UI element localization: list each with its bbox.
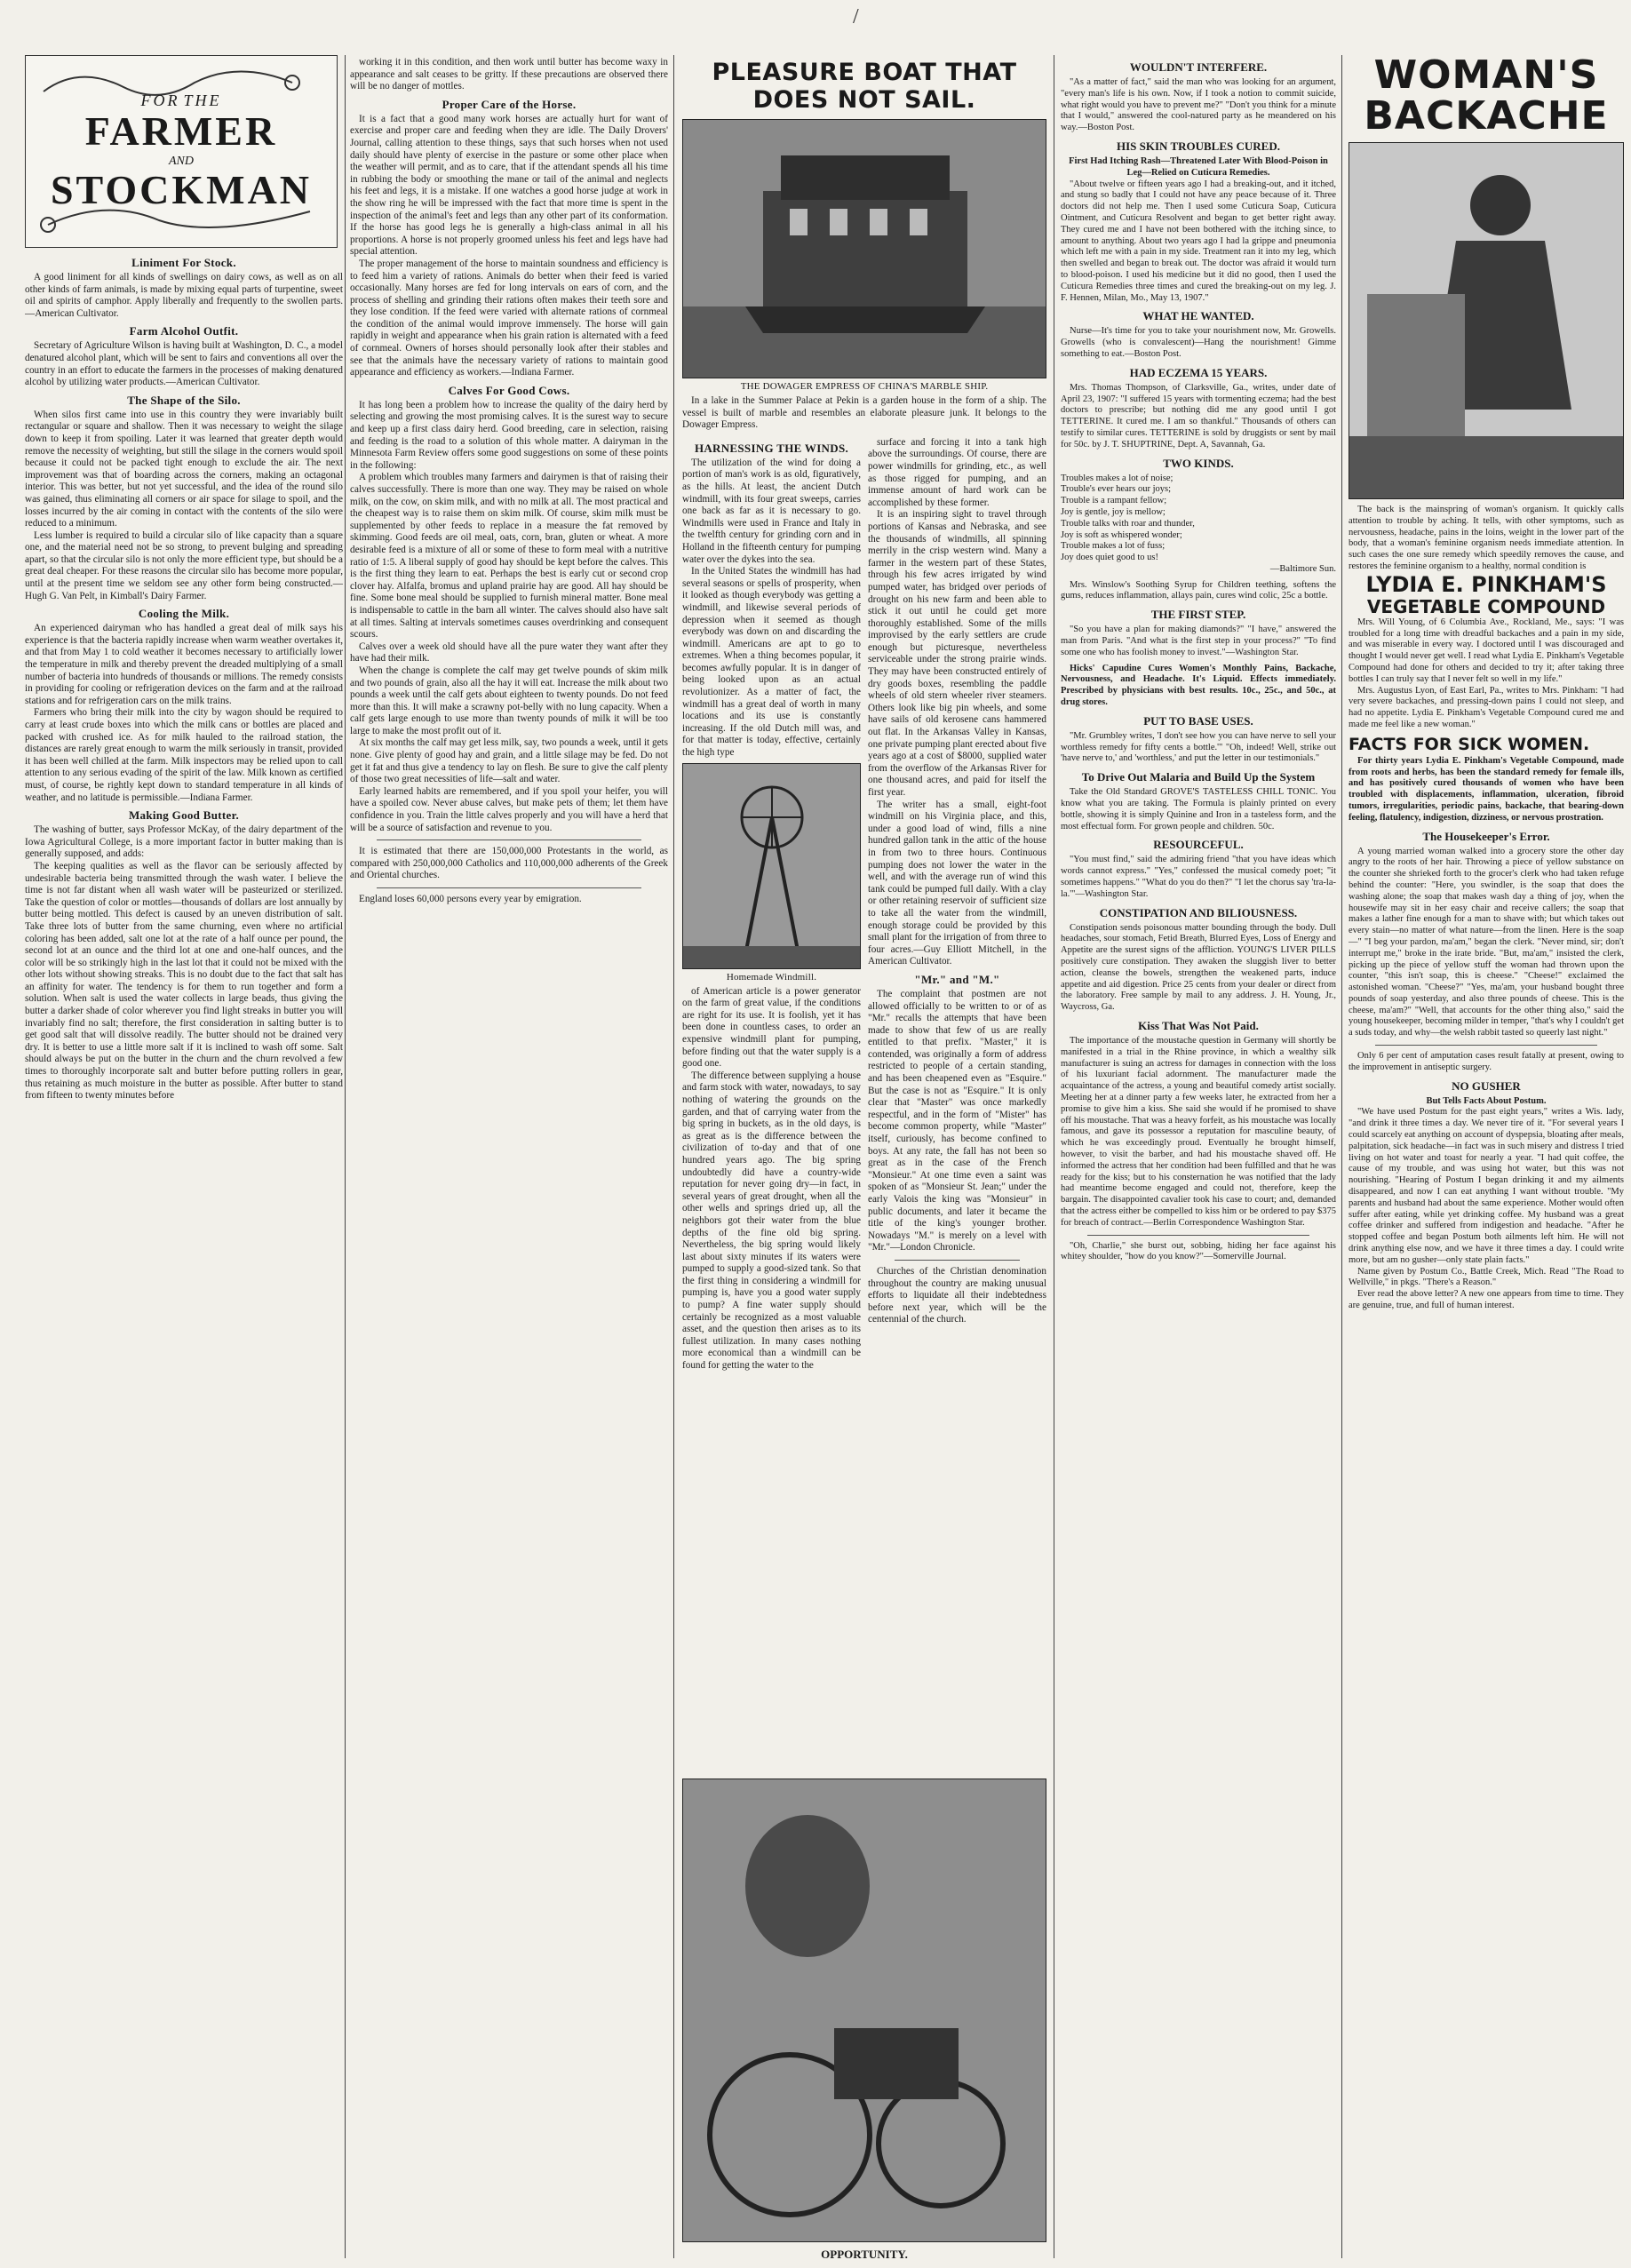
masthead-the: THE — [183, 92, 222, 109]
article-body: The importance of the moustache question in Germany will shortly be manifested in a trial in the Rhine province, in which a wealthy silk manufacturer is suing an actress for damages in connection with the loss of his luxuriant facial adornment. The manufacturer made the acquaintance of the actress, a young and beautiful comedy artist socially. Meeting her at a dinner party a few weeks later, he extracted from her a promise to give him a kiss. She said she would if he promised to shave off his moustache. That was a heavy forfeit, as his moustache was locally famous, and gave its possessor a reputation for masculine beauty, of which he was exceedingly proud. Eventually he brought himself, however, to visit the barber, and had his moustache shaved off. He informed the actress that her condition had been fulfilled and that he was ready for the kiss; but to his consternation he was notified that the lady had meantime become engaged and could not, therefore, keep the bargain. The disappointed cavalier took his case to court; and, demanded that the actress either be compelled to kiss him or be ordered to pay $375 for breach of contract.—Berlin Correspondence Washington Star. — [1061, 1036, 1336, 1228]
newspaper-page — [25, 55, 1624, 2258]
article-body: Early learned habits are remembered, and if you spoil your heifer, you will have a spoiled cow. Never abuse calves, but make pets of them; let them have confidence in you. Train the little calves properly and you will have a herd that will be a source of satisfaction and revenue to you. — [350, 785, 668, 833]
article-body: The difference between supplying a house and farm stock with water, nowadays, to say nothing of watering the grounds on the garden, and that of carrying water from the big spring in buckets, as in the old days, is as great as is the difference between the civilization of to-day and that of one hundred years ago. The big spring undoubtedly did have a country-wide reputation for never going dry—in fact, in several years of great drought, when all the other wells and springs dried up, all the neighbors got their water from the blue depths of the fine old big spring. Nevertheless, the big spring would likely last about sixty minutes if its waters were pumped to supply a good-sized tank. So that the first thing in considering a windmill for pumping is, have you a good water supply to pump? A fine water supply should certainly be recognized as a most valuable asset, and the question then arises as to its fullest utilization. In many cases nothing more economical than a windmill can be found for getting the water to the — [682, 1070, 861, 1372]
ad-body: Name given by Postum Co., Battle Creek, Mich. Read "The Road to Wellville," in pkgs. "There's a Reason." — [1349, 1266, 1624, 1288]
ad-body: Constipation sends poisonous matter bounding through the body. Dull headaches, sour stomach, Fetid Breath, Blurred Eyes, Loss of Energy and Appetite are the surest signs of the affliction. YOUNG'S LIVER PILLS positively cure constipation. They awaken the sluggish liver to better action, cleanse the bowels, strengthen the weakened parts, induce appetite and aid digestion. Price 25 cents from your dealer or direct from the laboratory. Free sample by mail to any address. J. H. Young, Jr., Waycross, Ga. — [1061, 922, 1336, 1013]
ad-product-name: VEGETABLE COMPOUND — [1366, 595, 1606, 617]
ad-title: CONSTIPATION AND BILIOUSNESS. — [1099, 905, 1298, 919]
ad-body: For thirty years Lydia E. Pinkham's Vegetable Compound, made from roots and herbs, has been the standard remedy for female ills, and has positively cured thousands of women who have been troubled with displacements, inflammation, ulceration, fibroid tumors, irregularities, periodic pains, backache, that bearing-down feeling, flatulency, indigestion, dizziness, or nervous prostration. — [1349, 755, 1624, 823]
farmer-section — [25, 55, 668, 2258]
ad-body: The back is the mainspring of woman's organism. It quickly calls attention to trouble by aching. It tells, with other symptoms, such as nervousness, headache, pains in the loins, weight in the lower part of the body, that a woman's feminine organism needs immediate attention. In such cases the one sure remedy which speedily removes the cause, and restores the feminine organism to a healthy, normal condition is — [1349, 505, 1624, 571]
article-title: "Mr." and "M." — [914, 972, 1000, 986]
article-body: It is an inspiring sight to travel through portions of Kansas and Nebraska, and see the thousands of windmills, all spinning merrily in the crisp western wind. Many a farmer in the western part of these States, through his few acres irrigated by wind pumped water, has bridged over periods of drought on his new farm and been able to stick it out until he could get more thoroughly established. Some of the mills improvised by the early settlers are crude enough but picturesque, nevertheless serviceable under the strong prairie winds. They may have been constructed entirely of dry goods boxes, resembling the paddle wheels of old stern wheeler river steamers. Others look like big pin wheels, and some have sails of old kerosene cans hammered out flat. In the Arkansas Valley in Kansas, one private pumping plant erected about five years ago at a cost of $8000, supplied water from the overflow of the Arkansas River for one thousand acres, and paid for itself the first year. — [868, 509, 1046, 798]
article-title: Liniment For Stock. — [131, 256, 236, 269]
article-title: HARNESSING THE WINDS. — [694, 441, 849, 455]
poem-line: Joy is soft as whispered wonder; — [1061, 529, 1182, 540]
ad-title: NO GUSHER — [1452, 1078, 1521, 1093]
poem-line: Trouble makes a lot of fuss; — [1061, 541, 1166, 552]
column-rule — [1341, 55, 1342, 2258]
woman-illustration — [1349, 142, 1624, 499]
article-body: Only 6 per cent of amputation cases result fatally at present, owing to the improvement in antiseptic surgery. — [1349, 1051, 1624, 1072]
article-body: "You must find," said the admiring friend "that you have ideas which words cannot express." "Yes," confessed the musical comedy poet; "it sometimes happens." "What do you do then?" "I let the chorus say 'tra-la-la.'"—Washington Star. — [1061, 855, 1336, 899]
article-body: The complaint that postmen are not allowed officially to be written to or of as "Mr." recalls the attempts that have been made to show that few of us are really entitled to that prefix. "Master," it is contended, was originally a form of address restricted to people of a certain standing, and has been cheapened even as "Esquire." But the case is not as "Esquire." It is only clear that "Master" was once markedly respectful, and in the form of "Mister" has become common property, while "Master" itself, curiously, has become confined to boys. At any rate, the fall has not been so great as in the case of the French "Monsieur." At one time even a saint was spoken of as "Monsieur St. Jean;" under the early Valois the king was "Monsieur" in public documents, and later it became the title of the king's younger brother. Nowadays "M." is merely on a level with "Mr."—London Chronicle. — [868, 988, 1046, 1253]
article-body: It is estimated that there are 150,000,000 Protestants in the world, as compared with 250,000,000 Catholics and 110,000,000 adherents of the Greek and Oriental churches. — [350, 846, 668, 881]
masthead-and: AND — [168, 155, 194, 168]
article-body: In a lake in the Summer Palace at Pekin is a garden house in the form of a ship. The vessel is built of marble and resembles an elaborate pleasure junk. It belongs to the Dowager Empress. — [682, 395, 1046, 431]
article-body: "Mr. Grumbley writes, 'I don't see how you can have nerve to sell your worthless remedy for fifty cents a bottle.'" "Oh, indeed! Well, strike out 'have nerve to,' and 'worthless,' and put the letter in our testimonials." — [1061, 730, 1336, 764]
poem-line: Joy is gentle, joy is mellow; — [1061, 506, 1166, 517]
masthead-farmer: FARMER — [84, 108, 278, 154]
article-body: When the change is complete the calf may get twelve pounds of skim milk and two pounds of grain, also all the hay it will eat. Increase the milk about two pounds a week until the calf gets about eighteen to twenty pounds. Do not feed more than this. It will make a scrawny pot-belly with no lung capacity. When a calf gets large enough to use more than twenty pounds of milk it will be too large to make the most profit out of it. — [350, 664, 668, 736]
woman-figure-icon — [1349, 143, 1624, 498]
article-title: The Housekeeper's Error. — [1422, 829, 1550, 843]
ad-body: Take the Old Standard GROVE'S TASTELESS CHILL TONIC. You know what you are taking. The Formula is plainly printed on every bottle, showing it is simply Quinine and Iron in a tasteless form, and the most effectual form. For grown people and children. 50c. — [1061, 787, 1336, 832]
ad-title: HAD ECZEMA 15 YEARS. — [1129, 365, 1268, 379]
article-body: "So you have a plan for making diamonds?" "I have," answered the man from Paris. "And what is the first step in your process?" "To find some one who has foolish money to invest."—Washington Star. — [1061, 625, 1336, 657]
masthead-for: FOR — [140, 92, 180, 109]
article-body: surface and forcing it into a tank high above the surroundings. Of course, there are power windmills for grinding, etc., as well as those rigged for pumping, and an immense amount of hard work can be accomplished by these former. — [868, 436, 1046, 508]
windmill-icon — [683, 764, 861, 968]
opportunity-illustration — [682, 1779, 1046, 2242]
poem-line: Trouble talks with roar and thunder, — [1061, 518, 1195, 529]
photo-caption: Homemade Windmill. — [726, 971, 817, 983]
poem-body — [1061, 473, 1336, 564]
column-1 — [25, 251, 343, 1102]
article-body: A good liniment for all kinds of swellings on dairy cows, as well as on all other kinds of farm animals, is made by mixing equal parts of turpentine, sweet oil and spirits of camphor. Apply liberally and frequently to the swollen parts.—American Cultivator. — [25, 272, 343, 319]
article-title: Making Good Butter. — [128, 808, 240, 823]
column-2 — [350, 57, 668, 1102]
ad-subhead: FACTS FOR SICK WOMEN. — [1349, 734, 1590, 754]
article-title: PUT TO BASE USES. — [1143, 713, 1253, 728]
article-body: Nurse—It's time for you to take your nourishment now, Mr. Growells. Growells (who is convalescent)—Hang the nourishment! Gimme something to eat.—Boston Post. — [1061, 326, 1336, 359]
article-body: The washing of butter, says Professor McKay, of the dairy department of the Iowa Agricultural College, is a more important factor in butter making than is generally supposed, and adds: — [25, 824, 343, 860]
illustration-title: OPPORTUNITY. — [821, 2248, 908, 2258]
article-body: In the United States the windmill has had several seasons or spells of prosperity, when it looked as though everybody was getting a windmill, and likewise several periods of depression when it seemed as though everybody was down on and discarding the windmill. Americans are apt to go to extremes. When a thing becomes popular, it becomes awfully popular. It is in danger of being looked upon as an actual revolutionizer. As a matter of fact, the windmill has a great deal of worth in many locations and its use is constantly increasing. If the old Dutch mill was, and for that matter is today, effective, certainly the high type — [682, 566, 861, 759]
page-mark: / — [853, 5, 859, 28]
column-4 — [1061, 55, 1336, 2258]
article-body: An experienced dairyman who has handled a great deal of milk says his experience is that the bacteria rapidly increase when warm weather overtakes it, and that from May 1 to cold weather it becomes necessary to artificially lower the temperature in milk and thereby prevent the dreaded multiplying of a small number of bacteria into hundreds of thousands or millions. The remedy consists in providing for cooling or refrigeration devices on the farm and at the railroad stations and for refrigeration cars on the milk trains. — [25, 623, 343, 706]
carriage-scene-icon — [683, 1779, 1046, 2241]
article-body: Secretary of Agriculture Wilson is having built at Washington, D. C., a model denatured alcohol plant, which will be sent to fairs and conventions all over the country in an effort to educate the farmers in the processes of making denatured alcohol by utilizing water products.—American Cultivator. — [25, 340, 343, 388]
article-title: The Shape of the Silo. — [127, 393, 241, 407]
ad-body: Mrs. Winslow's Soothing Syrup for Children teething, softens the gums, reduces inflammation, allays pain, cures wind colic, 25c a bottle. — [1061, 579, 1336, 601]
poem-line: Trouble is a rampant fellow; — [1061, 496, 1167, 506]
winds-right — [868, 437, 1046, 1373]
article-title: WOULDN'T INTERFERE. — [1129, 60, 1268, 74]
article-body: "As a matter of fact," said the man who was looking for an argument, "every man's life is his own. Now, if I took a notion to commit suicide, what right would you have to prevent me?" "Don't you think for a minute that I would," answered the cool-natured party as he meandered on his way.—Boston Post. — [1061, 77, 1336, 133]
column-3 — [682, 55, 1046, 2258]
article-body: It has long been a problem how to increase the quality of the dairy herd by selecting and growing the most promising calves. It is the surest way to secure and keep up a first class dairy herd. Good breeding, care in selection, raising and feeding is the road to a solution of this whole matter. A dairyman in the Minnesota Farm Review offers some good suggestions on some of these points in the following: — [350, 399, 668, 471]
ad-body: Hicks' Capudine Cures Women's Monthly Pains, Backache, Nervousness, and Headache. It's Liquid. Effects immediately. Prescribed by physicians with best results. 10c., 25c., and 50c., at drug stores. — [1061, 663, 1336, 708]
ad-body: "About twelve or fifteen years ago I had a breaking-out, and it itched, and stung so badly that I could not have any peace because of it. Three doctors did not help me. Then I used some Cuticura Soap, Cuticura Ointment, and Cuticura Resolvent and began to get better right away. They cured me and I have not been bothered with the itching since, to amount to anything. About two years ago I had la grippe and pneumonia which left me with a pain in my side. Treatment ran it into my leg, which then swelled and began to break out. The doctor was afraid it would turn to blood-poison. I used his medicine but it did no good, then I used the Cuticura Remedies three times and cured the breaking-out on my leg. J. F. Hennen, Milan, Mo., May 13, 1907." — [1061, 179, 1336, 303]
column-rule — [673, 55, 674, 2258]
headline: PLEASURE BOAT THAT DOES NOT SAIL. — [712, 59, 1017, 114]
ad-testimonial: Mrs. Will Young, of 6 Columbia Ave., Rockland, Me., says: "I was troubled for a long time with dreadful backaches and a pain in my side, and was miserable in every way. I doctored until I was discouraged and thought I would never get well. I read what Lydia E. Pinkham's Vegetable Compound had done for others and decided to try it; after taking three bottles I can truly say that I never felt so well in my life." — [1349, 617, 1624, 684]
article-title: Proper Care of the Horse. — [442, 97, 577, 111]
article-body: The proper management of the horse to maintain soundness and efficiency is to feed him a variety of rations. Animals do better when their feed is varied occasionally. Many horses are fed for long intervals on ears of corn, and the process of shelling and grinding their rations often makes their teeth sore and they lose condition. If the feed were varied with alternate rations of cornmeal the condition of the animal would improve immensely. The horse will gain rapidly in weight and appearance when his grain ration is alternated with a feed of cornmeal. Owners of horses should personally look after their stables and see that the animals have the necessary variety of rations to maintain good appearance and efficiency as workers.—Indiana Farmer. — [350, 258, 668, 378]
article-title: Calves For Good Cows. — [448, 383, 570, 397]
ad-product-name: LYDIA E. PINKHAM'S — [1365, 571, 1607, 597]
article-title: RESOURCEFUL. — [1153, 838, 1244, 852]
poem-line: Troubles makes a lot of noise; — [1061, 473, 1174, 483]
article-title: THE FIRST STEP. — [1150, 608, 1246, 622]
article-body: When silos first came into use in this country they were invariably built rectangular or square and shallow. Then it was necessary to weight the silage down to keep it from spoiling. Later it was learned that greater depth would remove the necessity of weighting, but still the silage in the corners would spoil because it could not be packed tight enough to exclude the air. The next improvement was that of boarding across the corners, making an octagonal interior. This was better, but not yet successful, and the idea of the round silo was gained, thus eliminating all corners or air space for silage to spoil, and the losses incurred by the air coming in contact with the contents of the silo were reduced to a minimum. — [25, 409, 343, 529]
ad-body: "We have used Postum for the past eight years," writes a Wis. lady, "and drink it three times a day. We never tire of it. "For several years I could scarcely eat anything on account of dyspepsia, bloating after meals, palpitation, sick headache—in fact was in such misery and distress I tried living on hot water and toast for nearly a year. "I had quit coffee, the cause of my trouble, and was using hot water, but this was not nourishing. "Hearing of Postum I began drinking it and my ailments disappeared, and now I can eat anything I want without trouble. "My parents and husband had about the same experience. Mother would often suffer after eating, while yet drinking coffee. My husband was a great coffee drinker and suffered from indigestion and headache. "After he stopped coffee and began Postum both ailments left him. He will not drink anything else now, and we have it three times a day. I could write more, but am no gusher—only state plain facts." — [1349, 1107, 1624, 1265]
ad-headline: BACKACHE — [1364, 93, 1609, 139]
poem-line: Joy does quiet good to us! — [1061, 553, 1158, 563]
article-body: A problem which troubles many farmers and dairymen is that of raising their calves successfully. There is more than one way. They may be raised on whole milk, on the cow, on skim milk, and with no milk at all. The most practical and the cheapest way is to raise them on skim milk. Of course, skim milk must be supplemented by other feeds to replace in a measure the fat removed by skimming. Good feeds are oil meal, oats, corn, bran, gluten or wheat. A more desirable feed is a mixture of all or some of these to form meal with a nutritive ratio of 1:5. A liberal supply of good hay should be kept before the calves. This is the first thing they learn to eat. Perhaps the best is early cut or second crop clover hay. Alfalfa, bromus and upland prairie hay are good. All hay should be fine. Some bone meal should be supplied to furnish mineral matter. Bone meal is indispensable to cattle in the barn all winter. The calves should also have salt at all times. Salting at intervals sometimes causes overdrinking and consequent scours. — [350, 472, 668, 641]
ad-subtitle: First Had Itching Rash—Threatened Later With Blood-Poison in Leg—Relied on Cuticura Remedies. — [1069, 155, 1328, 178]
ad-subtitle: But Tells Facts About Postum. — [1426, 1095, 1547, 1106]
ad-body: Ever read the above letter? A new one appears from time to time. They are genuine, true, and full of human interest. — [1349, 1289, 1624, 1311]
poem-source: —Baltimore Sun. — [1269, 563, 1336, 574]
windmill-photo — [682, 763, 861, 969]
marble-ship-photo — [682, 119, 1046, 378]
article-body: Farmers who bring their milk into the city by wagon should be required to carry at least crude boxes into which the milk cans or bottles are placed and packed with crushed ice. As for milk hauled to the railroad station, the distances are rarely great enough to warm the milk seriously in transit, provided it has been well chilled at the farm. Milk inspectors may be relied upon to call attention to any serious evading of the spirit of the law. Milk known as certified must, of course, be rightly kept down to standard temperature in all kinds of weather, and no latitude is permissible.—Indiana Farmer. — [25, 707, 343, 803]
ad-title: HIS SKIN TROUBLES CURED. — [1117, 139, 1280, 153]
ad-title: To Drive Out Malaria and Build Up the System — [1081, 770, 1316, 784]
photo-caption: THE DOWAGER EMPRESS OF CHINA'S MARBLE SHIP. — [740, 381, 989, 392]
poem-line: Trouble's ever hears our joys; — [1061, 484, 1171, 495]
poem-title: TWO KINDS. — [1163, 456, 1234, 470]
article-body: The writer has a small, eight-foot windmill on his Virginia place, and this, under a good load of wind, fills a nine hundred gallon tank in the attic of the house in from two to three hours. Continuous pumping does not lower the water in the well, and with the average run of wind this tank could be pumped full daily. With a clay or other retaining reservoir of sufficient size to take all the water from the windmill, enough storage could be provided by this small plant for the irrigation of from three to four acres.—Guy Elliott Mitchell, in the American Cultivator. — [868, 799, 1046, 967]
masthead-stockman: STOCKMAN — [50, 167, 313, 212]
article-title: Cooling the Milk. — [138, 607, 230, 621]
article-body: At six months the calf may get less milk, say, two pounds a week, until it gets none. Give plenty of good hay and grain, and a little silage may be fed. Do not get it fat and thus give a tendency to lay on flesh. Be sure to give the calf plenty of those two great necessities of life—salt and water. — [350, 737, 668, 785]
article-title: Kiss That Was Not Paid. — [1138, 1019, 1259, 1032]
article-body: working it in this condition, and then work until butter has become waxy in appearance and salt ceases to be gritty. If these precautions are observed there will be no danger of mottles. — [350, 57, 668, 92]
ad-headline: WOMAN'S — [1373, 55, 1599, 98]
winds-left — [682, 437, 861, 1373]
article-body: It is a fact that a good many work horses are actually hurt for want of exercise and proper care and feeding when they are idle. The Daily Drovers' Journal, calling attention to these things, says that such horses when not used daily should have plenty of exercise in the pasture or some other place when the weather will permit, and as to care, that if the attendant spends all his time in rubbing the body or smoothing the mane or tail of the animal and neglects his feet and legs, it is a mistake. If one watches a good horse judge at work in the show ring he will be impressed with the fact that more time is spent in the inspection of the animal's feet and legs than any other part of its conformation. If the horse has good legs he is generally a high-class animal in all his proportions. A horse is not properly groomed unless his feet and legs have had special attention. — [350, 113, 668, 258]
ad-body: Mrs. Thomas Thompson, of Clarksville, Ga., writes, under date of April 23, 1907: "I suffered 15 years with tormenting eczema; had the best doctors to prescribe; but nothing did me any good until I got TETTERINE. It cured me. I am so thankful." Thousands of others can testify to similar cures. TETTERINE is sold by druggists or sent by mail for 50c. by J. T. SHUPTRINE, Dept. A, Savannah, Ga. — [1061, 382, 1336, 450]
article-body: Less lumber is required to build a circular silo of like capacity than a square one, and the material need not be so strong, to prevent bulging and spreading apart, so that the circular silo is not only the more efficient type, but should be a great deal cheaper. For these reasons the circular silo has become more popular, until at the present time we seldom see any other form being constructed.—Hugh G. Van Pelt, in Kimball's Dairy Farmer. — [25, 529, 343, 601]
column-5 — [1349, 55, 1624, 2258]
marble-ship-icon — [683, 120, 1046, 378]
article-body: The keeping qualities as well as the flavor can be seriously affected by undesirable bacteria being transmitted through the wash water. I believe the time is not far distant when all wash water will be pasteurized or sterilized. Take the question of color or mottles—thousands of dollars are lost annually by butter being mottled. This defect is caused by an uneven distribution of salt. Take three lots of butter from the same churning, even where no artificial coloring has been added, salt one lot at the rate of a half ounce per pound, the second lot at an ounce and the third lot at one and one-half ounces, and the color will be so strikingly high in the last lot that it could not be mixed with the other lots without showing streaks. This is no doubt due to the fact that salt has an affinity for water. The tendency is for them to run together and form a solution. When salt is used the water collects in large beads, thus giving the butter a darker shade of color wherever you find light streaks in butter you will invariably find no salt; therefore, the first consideration in salting butter is to get good salt that will dissolve readily. The butter should not be drained very dry. It is better to use a little more salt if it is inclined to wash off some. Salt should always be put on the butter in the churn and the churn revolved a few times to thoroughly incorporate salt and butter before putting rollers in gear, thus retaining as much moisture in the butter as possible. After butter to stand from fifteen to twenty minutes before — [25, 860, 343, 1102]
ad-testimonial: Mrs. Augustus Lyon, of East Earl, Pa., writes to Mrs. Pinkham: "I had very severe backaches, and pressing-down pains I could not sleep, and had no appetite. Lydia E. Pinkham's Vegetable Compound cured me and made me feel like a new woman." — [1349, 685, 1624, 729]
article-body: The utilization of the wind for doing a portion of man's work is as old, figuratively, as the hills. At least, the ancient Dutch windmill, with its four great sweeps, carries one back as far as it is necessary to go. Windmills were used in France and Italy in the twelfth century for grinding corn and in Holland in the fifteenth century for pumping water over the dykes into the sea. — [682, 457, 861, 565]
article-title: WHAT HE WANTED. — [1142, 309, 1254, 323]
article-body: A young married woman walked into a grocery store the other day angry to the roots of her hair. Throwing a piece of yellow substance on the counter she shrieked forth to the grocer's clerk who had taken refuge behind the counter: "Here, you swindler, is the soap that does the washing alone; the soap that makes wash day a thing of joy, when the housewife may sit in her easy chair and receive callers; the soap that makes a lather fine enough for a man to shave with; but which takes out every stain—no matter of what nature—from the linen. Here is the soap—" "I beg your pardon, ma'am," began the clerk. "Never mind, sir; don't interrupt me," broke in the irate bride. "But, ma'am," insisted the clerk, picking up the piece of yellow stuff the woman had thrown upon the counter, "this isn't soap, this is cheese." "Cheese!" exclaimed the astonished woman. "Cheese?" "Yes, ma'am, your husband bought three pounds of soap yesterday, and also three pounds of cheese. This is the cheese, ma'am?" "Well, that accounts for the other thing also," said the young housekeeper, becoming milder in temper, "that's why I couldn't get a suds today, and why—the welsh rabbit tasted so queerly last night." — [1349, 846, 1624, 1039]
farmer-masthead — [25, 55, 338, 248]
article-title: Farm Alcohol Outfit. — [129, 324, 239, 338]
article-body: Churches of the Christian denomination throughout the country are making unusual efforts to liquidate all their indebtedness before next year, which will be the centennial of the church. — [868, 1265, 1046, 1325]
article-body: Calves over a week old should have all the pure water they want after they have had their milk. — [350, 641, 668, 664]
article-body: "Oh, Charlie," she burst out, sobbing, hiding her face against his whitey shoulder, "how do you know?"—Somerville Journal. — [1061, 1240, 1336, 1262]
article-body: of American article is a power generator on the farm of great value, if the conditions are right for its use. It is foolish, yet it has been done in countless cases, to order an expensive windmill plant for pumping, before finding out that the water supply is a good one. — [682, 985, 861, 1070]
article-body: England loses 60,000 persons every year by emigration. — [359, 894, 582, 904]
